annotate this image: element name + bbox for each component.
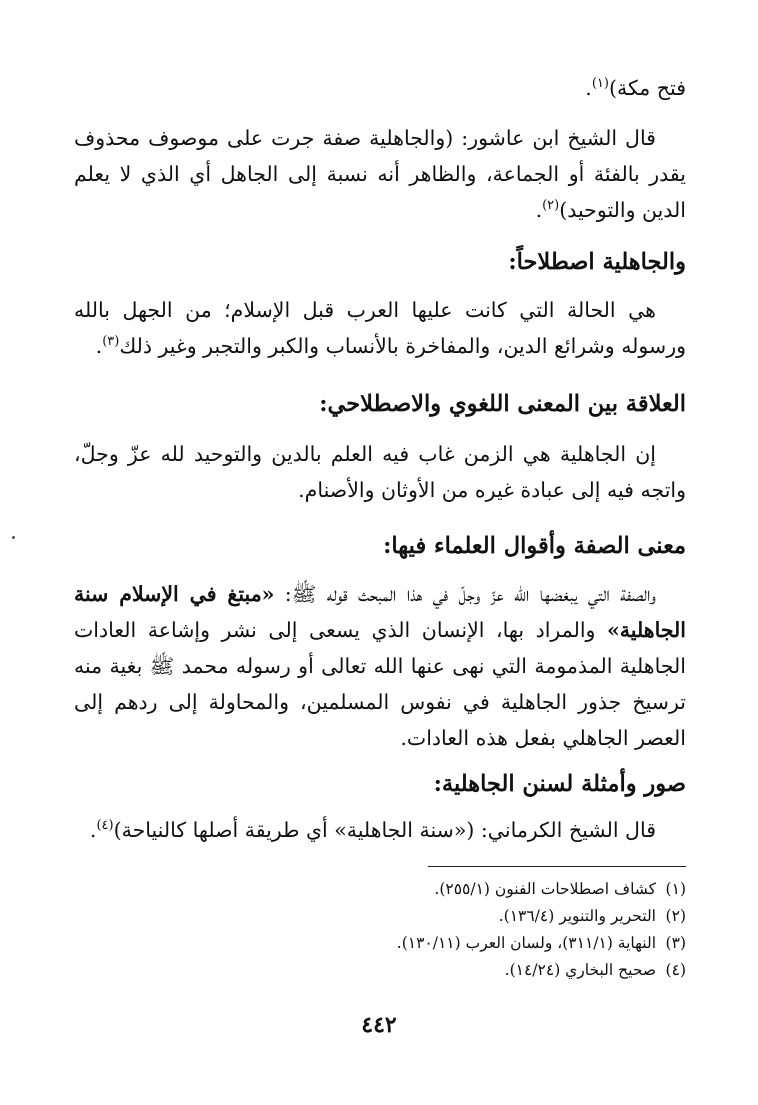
- paragraph-fath-makkah: [74, 70, 686, 106]
- paragraph-kirmani: [74, 812, 686, 848]
- footnote-text: صحيح البخاري (١٤/٢٤).: [504, 961, 656, 979]
- footnote-number: (١): [665, 880, 686, 898]
- footnote-4: [74, 957, 686, 983]
- paragraph-text: والمراد بها، الإنسان الذي يسعى إلى نشر وإشاعة العادات الجاهلية المذمومة التي نهى عنها الله تعالى أو رسوله محمد ﷺ بغية منه ترسيخ جذور الجاهلية في نفوس المسلمين، والمحاولة إلى ردهم إلى العصر الجاهلي بفعل هذه العادات.: [74, 618, 686, 750]
- page-number: ٤٤٢: [361, 1012, 397, 1038]
- footnote-number: (٣): [665, 934, 686, 952]
- footnote-3: [74, 930, 686, 956]
- paragraph-end: .: [89, 818, 97, 842]
- heading-examples: صور وأمثلة لسنن الجاهلية:: [433, 771, 686, 797]
- footnote-ref-3[interactable]: (٣): [102, 334, 120, 350]
- footnote-ref-1[interactable]: (١): [591, 76, 609, 92]
- footnote-ref-2[interactable]: (٢): [542, 198, 560, 214]
- paragraph-sifa: [74, 576, 686, 756]
- paragraph-text: والصفة التي يبغضها الله عزّ وجلّ في هذا المبحث قوله ﷺ:: [274, 582, 656, 606]
- hadith-quote: «مبتغ في الإسلام سنة الجاهلية»: [74, 582, 686, 642]
- paragraph-definition: [74, 292, 686, 364]
- paragraph-text: قال الشيخ الكرماني: («سنة الجاهلية» أي طريقة أصلها كالنياحة): [113, 818, 656, 842]
- paragraph-end: .: [535, 198, 543, 222]
- paragraph-relation: إن الجاهلية هي الزمن غاب فيه العلم بالدين والتوحيد لله عزّ وجلّ، واتجه فيه إلى عبادة غيره من الأوثان والأصنام.: [74, 442, 686, 502]
- footnote-ref-4[interactable]: (٤): [96, 818, 114, 834]
- footnote-text: التحرير والتنوير (١٣٦/٤).: [498, 907, 656, 925]
- footnote-text: النهاية (٣١١/١)، ولسان العرب (١٣٠/١١).: [396, 934, 656, 952]
- footnote-1: [74, 876, 686, 902]
- paragraph-text: هي الحالة التي كانت عليها العرب قبل الإسلام؛ من الجهل بالله ورسوله وشرائع الدين، والمفاخرة بالأنساب والكبر والتجبر وغير ذلك: [74, 298, 686, 358]
- footnote-divider: [428, 866, 686, 867]
- paragraph-text: قال الشيخ ابن عاشور: (والجاهلية صفة جرت على موصوف محذوف يقدر بالفئة أو الجماعة، والظاهر أنه نسبة إلى الجاهل أي الذي لا يعلم الدين والتوحيد): [74, 126, 686, 222]
- footnote-2: [74, 903, 686, 929]
- scan-dot: [12, 536, 15, 539]
- footnote-number: (٢): [665, 907, 686, 925]
- heading-relation: العلاقة بين المعنى اللغوي والاصطلاحي:: [319, 391, 686, 417]
- paragraph-end: .: [95, 334, 103, 358]
- paragraph-end: .: [585, 76, 592, 100]
- footnote-text: كشاف اصطلاحات الفنون (٢٥٥/١).: [434, 880, 656, 898]
- paragraph-text: فتح مكة): [608, 76, 686, 100]
- heading-jahiliyya-istilahan: والجاهلية اصطلاحاً:: [508, 249, 686, 275]
- paragraph-ibn-ashur: [74, 120, 686, 228]
- footnote-number: (٤): [665, 961, 686, 979]
- heading-meaning-sifa: معنى الصفة وأقوال العلماء فيها:: [383, 533, 686, 559]
